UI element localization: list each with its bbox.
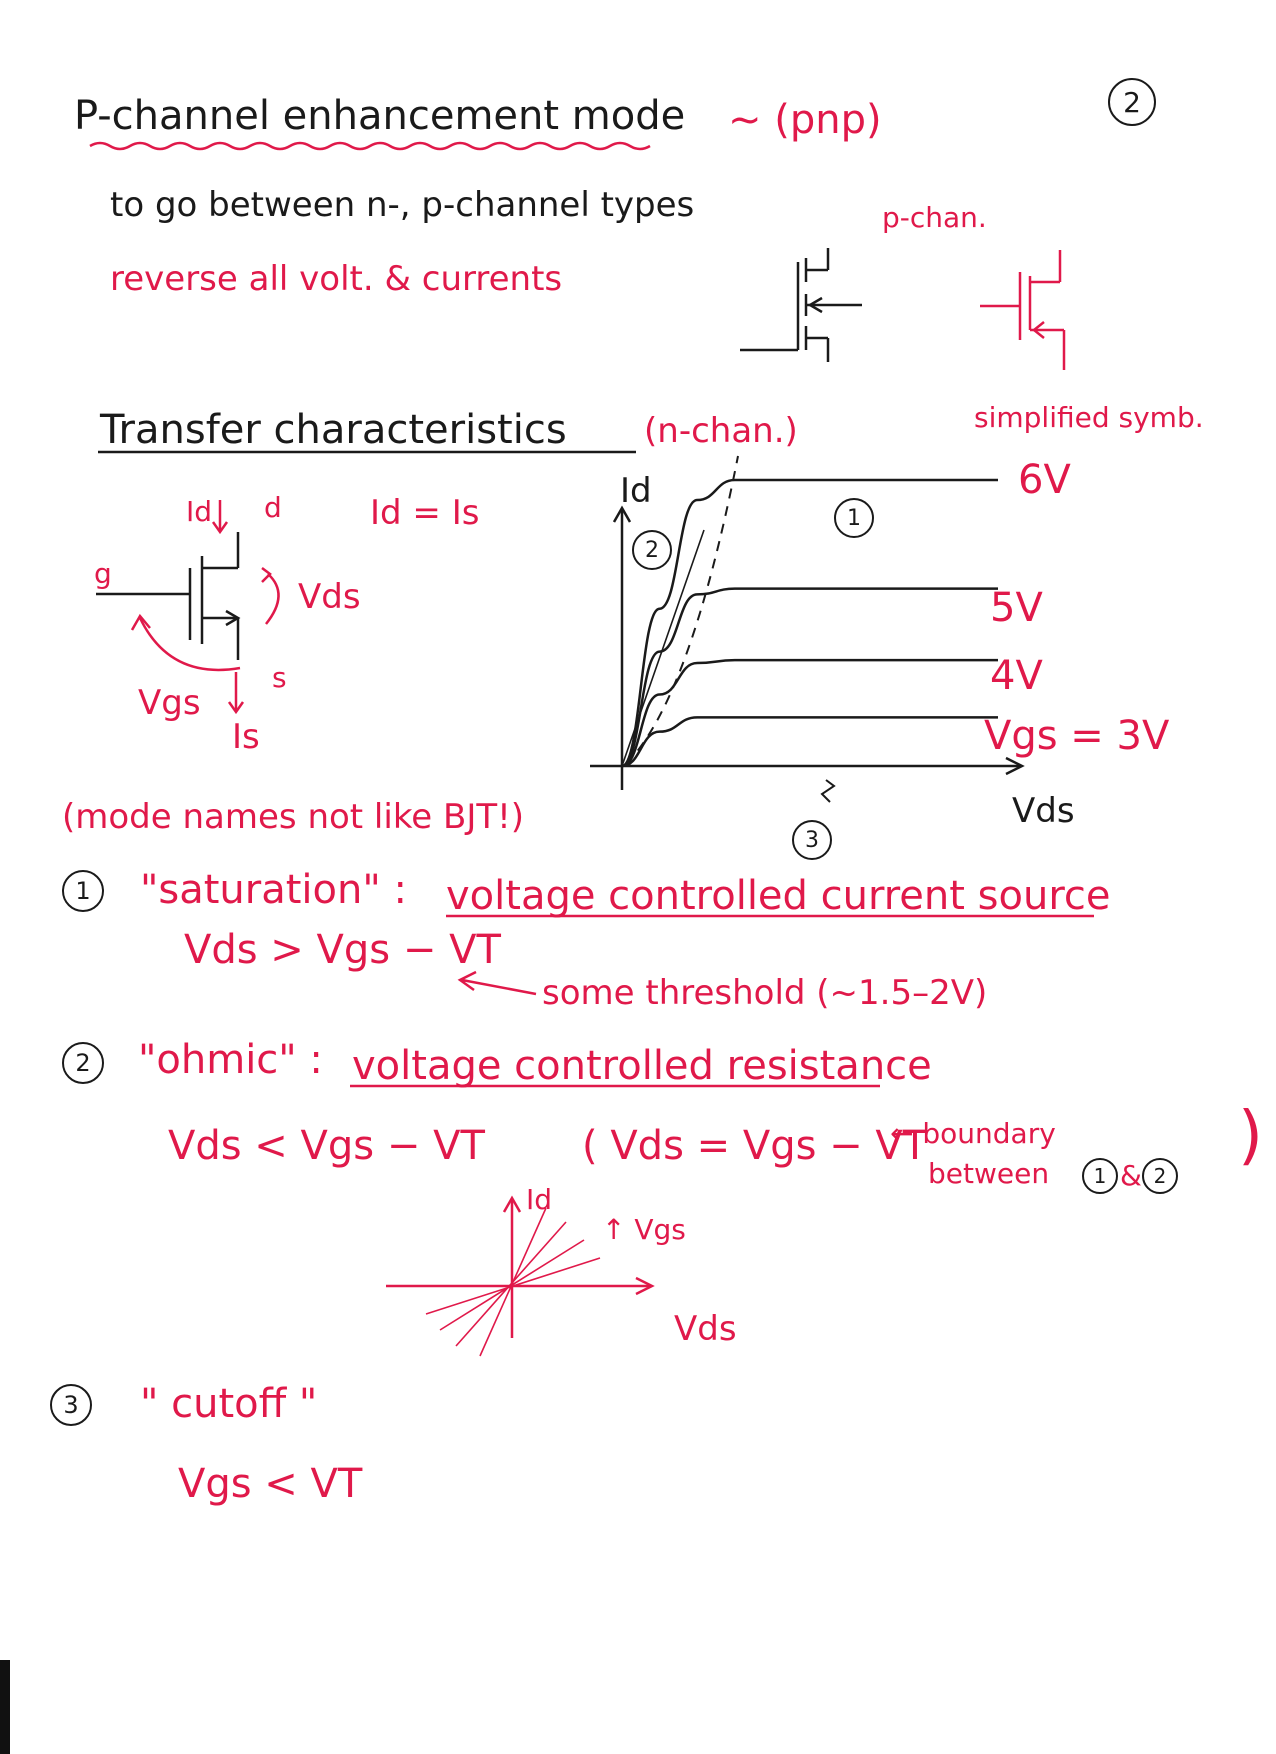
mode-3-name: " cutoff " [140,1381,318,1427]
chart-xlabel: Vds [1012,791,1075,831]
mode-2-name: "ohmic" : [138,1037,323,1083]
iv-curves [622,480,998,766]
series-label-4v: 4V [990,653,1043,699]
boundary-between: between [928,1157,1050,1190]
region-3-marker: 3 [792,820,832,860]
conversion-line-1: to go between n-, p-channel types [110,185,695,225]
vgs-label: Vgs [138,683,201,723]
boundary-note: ← boundary [890,1117,1056,1150]
mode-1-name: "saturation" : [140,867,407,913]
id-equals-is: Id = Is [370,493,480,533]
mode-2-number-badge: 2 [62,1042,104,1084]
threshold-arrow [460,972,536,994]
ohmic-plot-vgs: ↑ Vgs [602,1213,686,1246]
simplified-pchannel-symbol [980,250,1064,370]
mode-1-number-badge: 1 [62,870,104,912]
simplified-symbol-label: simplified symb. [974,401,1204,434]
pchannel-symbol [740,248,862,362]
ohmic-plot-xlabel: Vds [674,1309,737,1349]
region-1-marker: 1 [834,498,874,538]
drain-label: d [264,491,282,524]
mode-1-condition: Vds > Vgs − VT [184,927,501,973]
iv-curve-2 [622,660,998,766]
series-label-3v: Vgs = 3V [984,713,1170,759]
threshold-note: some threshold (~1.5–2V) [542,973,988,1013]
conversion-line-2: reverse all volt. & currents [110,259,563,299]
boundary-region-2: 2 [1142,1158,1178,1194]
page-title-note: ~ (pnp) [728,97,882,143]
iv-curve-3 [622,717,998,766]
mode-2-description: voltage controlled resistance [352,1043,932,1089]
boundary-equation: ( Vds = Vgs − VT [582,1123,928,1169]
series-label-6v: 6V [1018,457,1071,503]
page-title: P-channel enhancement mode [74,93,686,139]
series-label-5v: 5V [990,585,1043,631]
id-arrow-label: Id [186,495,213,528]
title-wavy-underline [90,143,650,149]
ohmic-plot [386,1198,652,1356]
circuit-current-arrows [132,495,279,712]
vds-label: Vds [298,577,361,617]
is-label: Is [232,717,260,757]
pchan-label: p-chan. [882,201,987,234]
scan-edge-bar [0,1660,10,1754]
boundary-close-paren: ) [1238,1099,1263,1173]
mode-3-number-badge: 3 [50,1384,92,1426]
page-number: 2 [1123,85,1141,119]
mode-3-condition: Vgs < VT [178,1461,363,1507]
chart-ylabel: Id [620,471,652,511]
boundary-region-1: 1 [1082,1158,1118,1194]
ohmic-plot-ylabel: Id [526,1183,553,1216]
boundary-and: & [1120,1159,1142,1192]
nchannel-circuit-symbol [96,532,238,660]
transfer-heading-note: (n-chan.) [644,411,798,451]
gate-label: g [94,557,112,590]
source-label: s [272,661,287,694]
modes-note: (mode names not like BJT!) [62,797,525,837]
cutoff-squiggle [822,780,834,802]
region-2-marker: 2 [632,530,672,570]
mode-2-condition: Vds < Vgs − VT [168,1123,485,1169]
iv-chart [590,456,1022,802]
transfer-heading: Transfer characteristics [100,407,567,453]
mode-1-description: voltage controlled current source [446,873,1111,919]
